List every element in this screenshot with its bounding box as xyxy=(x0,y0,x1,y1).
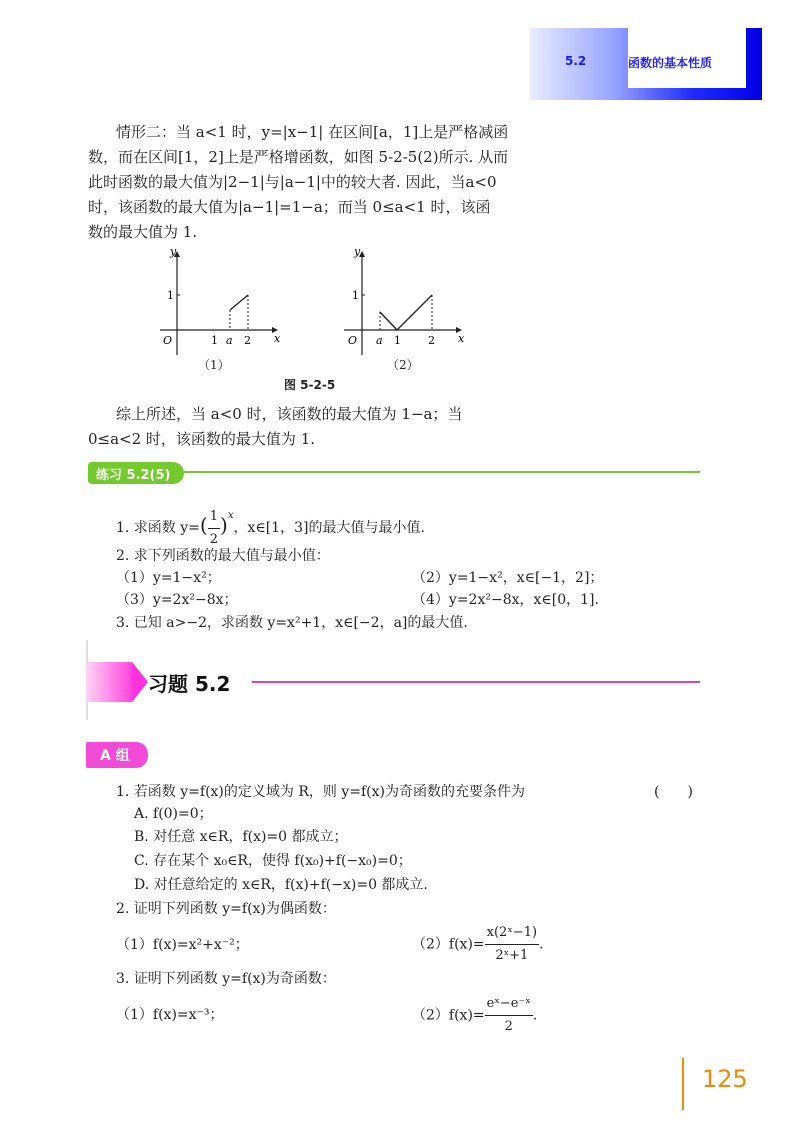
subfigure-label-2: （2） xyxy=(387,358,419,372)
exercise-q2-item-3: （3）y=2x²−8x； xyxy=(116,592,238,608)
graph1-segment xyxy=(230,295,248,310)
homework-q3-b-fraction xyxy=(485,993,533,1038)
label-y-one: 1 xyxy=(167,289,174,302)
exercise-q1 xyxy=(116,505,425,551)
summary-line-1: 综上所述，当 a<0 时，该函数的最大值为 1−a；当 xyxy=(116,405,463,423)
homework-q3-b-prefix: （2）f(x)= xyxy=(412,1007,485,1024)
homework-q1: 1. 若函数 y=f(x)的定义域为 R，则 y=f(x)为奇函数的充要条件为 xyxy=(116,784,525,800)
label-x: x xyxy=(274,332,280,345)
exercise-q2-item-4: （4）y=2x²−8x，x∈[0，1]. xyxy=(412,592,599,608)
label-x-two: 2 xyxy=(428,334,435,347)
homework-q3: 3. 证明下列函数 y=f(x)为奇函数： xyxy=(116,971,336,987)
homework-q1-option-a: A. f(0)=0； xyxy=(134,806,213,822)
page-number: 125 xyxy=(702,1065,748,1093)
fraction-numerator: 1 xyxy=(208,506,220,529)
label-y: y xyxy=(354,245,361,258)
homework-title: 习题 5.2 xyxy=(148,672,231,696)
intro-line-2: 数，而在区间[1，2]上是严格增函数，如图 5-2-5(2)所示. 从而 xyxy=(88,148,509,166)
label-x-one: 1 xyxy=(211,334,218,347)
homework-tab xyxy=(86,662,132,702)
homework-q3-b xyxy=(412,993,537,1038)
label-x-two: 2 xyxy=(244,334,251,347)
intro-line-1: 情形二：当 a<1 时，y=|x−1| 在区间[a，1]上是严格减函 xyxy=(116,123,509,141)
group-label: A 组 xyxy=(100,748,130,764)
graph2-vshape xyxy=(380,295,432,330)
homework-q1-answer-paren: ( ) xyxy=(654,784,693,800)
homework-q2-a: （1）f(x)=x²+x⁻²； xyxy=(116,937,249,953)
paren-open: ( xyxy=(199,513,208,537)
label-x-one: 1 xyxy=(394,334,401,347)
intro-line-5: 数的最大值为 1. xyxy=(88,223,198,241)
figure-caption: 图 5-2-5 xyxy=(284,378,336,392)
header-section-title: 函数的基本性质 xyxy=(628,56,713,70)
exercise-q2-item-2: （2）y=1−x²，x∈[−1，2]； xyxy=(412,570,604,586)
homework-q1-option-b: B. 对任意 x∈R，f(x)=0 都成立； xyxy=(134,829,348,845)
paren-close: ) xyxy=(220,513,228,537)
figure-graph-1 xyxy=(150,245,280,360)
exercise-q1-suffix: ，x∈[1，3]的最大值与最小值. xyxy=(233,520,425,536)
homework-tab-arrow xyxy=(132,662,148,702)
fraction-denominator: 2ˣ+1 xyxy=(495,948,529,963)
label-y-one: 1 xyxy=(352,289,359,302)
exercise-label: 练习 5.2(5) xyxy=(96,468,171,483)
intro-line-3: 此时函数的最大值为|2−1|与|a−1|中的较大者. 因此，当a<0 xyxy=(88,173,497,191)
homework-q1-option-c: C. 存在某个 x₀∈R，使得 f(x₀)+f(−x₀)=0； xyxy=(134,853,412,869)
label-y: y xyxy=(170,245,177,258)
exercise-q2: 2. 求下列函数的最大值与最小值： xyxy=(116,548,330,564)
homework-q2-b-fraction xyxy=(485,922,539,967)
homework-q2: 2. 证明下列函数 y=f(x)为偶函数： xyxy=(116,901,336,917)
exercise-q1-exponent: x xyxy=(227,510,234,521)
summary-line-2: 0≤a<2 时，该函数的最大值为 1. xyxy=(88,430,316,448)
intro-line-4: 时，该函数的最大值为|a−1|=1−a；而当 0≤a<1 时，该函 xyxy=(88,198,491,216)
subfigure-label-1: （1） xyxy=(198,358,230,372)
homework-q3-a: （1）f(x)=x⁻³； xyxy=(116,1007,224,1023)
period: . xyxy=(532,1007,538,1024)
fraction-numerator: x(2ˣ−1) xyxy=(485,922,539,945)
exercise-divider xyxy=(184,471,700,473)
homework-q1-option-d: D. 对任意给定的 x∈R，f(x)+f(−x)=0 都成立. xyxy=(134,877,428,893)
exercise-q2-item-1: （1）y=1−x²； xyxy=(116,570,221,586)
fraction-denominator: 2 xyxy=(209,531,218,547)
page-number-rule xyxy=(682,1058,684,1110)
header-section-number: 5.2 xyxy=(565,54,587,68)
label-x-a: a xyxy=(376,334,383,347)
figure-graph-2 xyxy=(336,245,466,360)
fraction-numerator: eˣ−e⁻ˣ xyxy=(485,993,533,1016)
homework-q2-b xyxy=(412,922,544,967)
label-x: x xyxy=(458,332,465,345)
label-origin: O xyxy=(163,334,173,347)
period: . xyxy=(539,936,544,953)
exercise-q1-fraction xyxy=(208,506,220,551)
exercise-q1-prefix: 1. 求函数 y= xyxy=(116,520,200,536)
fraction-denominator: 2 xyxy=(504,1019,513,1034)
label-x-a: a xyxy=(226,334,233,347)
homework-q2-b-prefix: （2）f(x)= xyxy=(412,936,485,953)
homework-divider xyxy=(252,681,700,683)
exercise-q3: 3. 已知 a>−2，求函数 y=x²+1，x∈[−2，a]的最大值. xyxy=(116,615,468,631)
label-origin: O xyxy=(348,334,358,347)
